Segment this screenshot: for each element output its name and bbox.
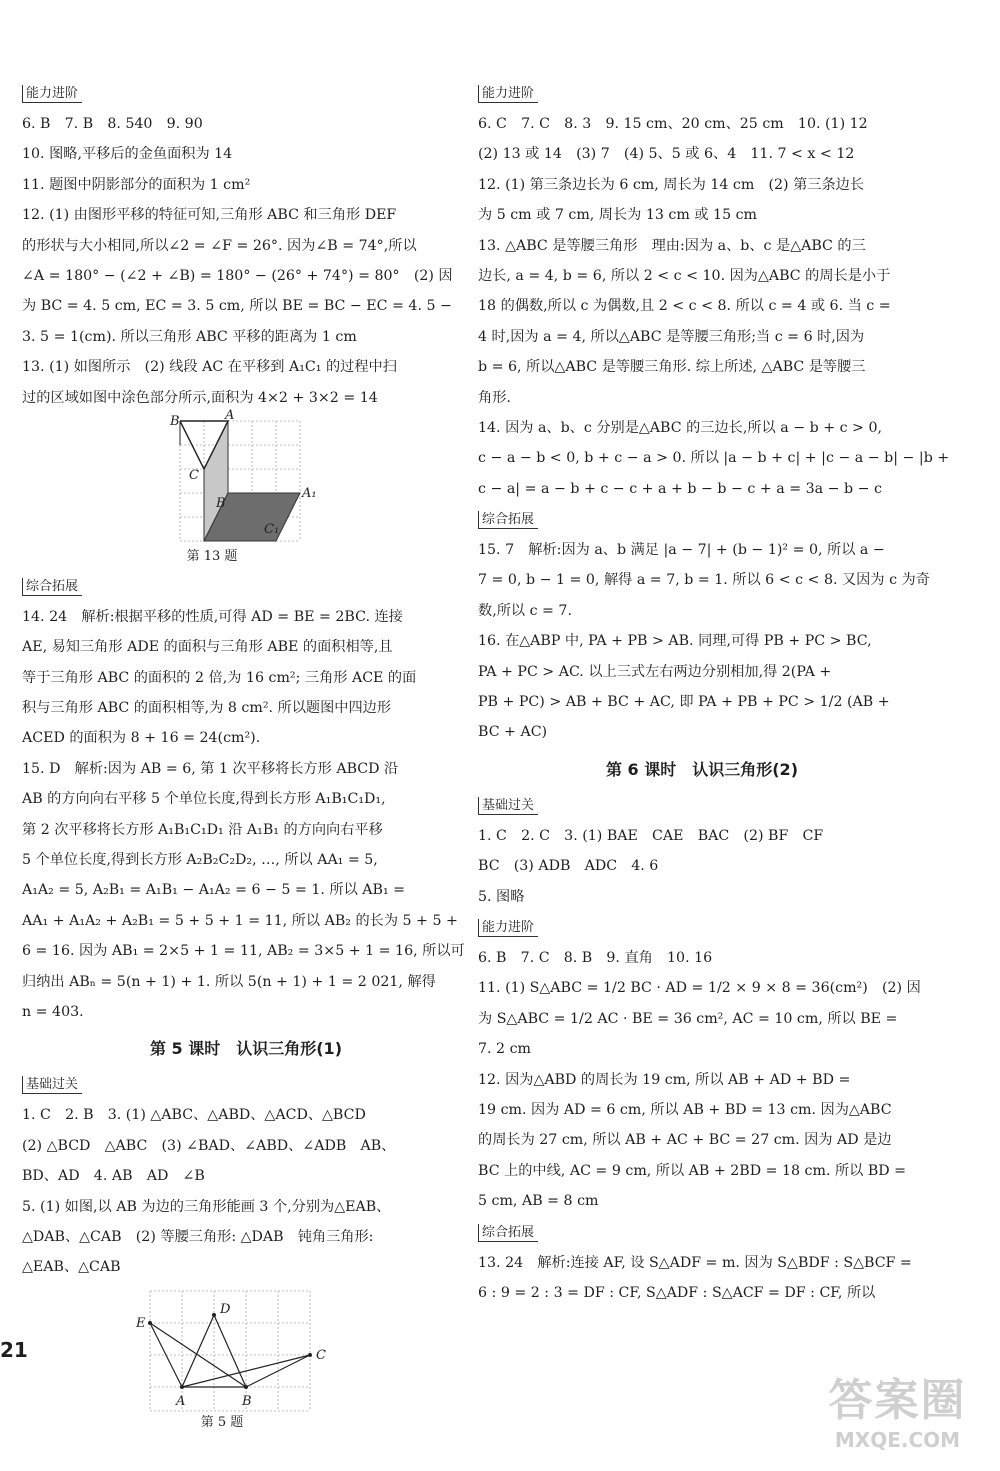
text-line: (2) 13 或 14 (3) 7 (4) 5、5 或 6、4 11. 7 < x < 12 (478, 146, 855, 163)
section-header: 能力进阶 (478, 85, 538, 103)
text-line: 13. △ABC 是等腰三角形 理由:因为 a、b、c 是△ABC 的三 (478, 237, 866, 254)
section-header-row (478, 78, 926, 109)
watermark (810, 1375, 985, 1465)
text-line: 5. (1) 如图,以 AB 为边的三角形能画 3 个,分别为△EAB、 (22, 1198, 391, 1215)
text-line: BC + AC) (478, 724, 548, 741)
figure-13-label-c1: C₁ (264, 521, 280, 537)
figure-13-label-a1: A₁ (302, 485, 317, 501)
figure-5-label-b: B (242, 1393, 252, 1409)
text-line: 7 = 0, b − 1 = 0, 解得 a = 7, b = 1. 所以 6 < c < 8. 又因为 c 为奇 (478, 572, 930, 589)
text-line: 18 的偶数,所以 c 为偶数,且 2 < c < 8. 所以 c = 4 或 6. 当 c = (478, 298, 891, 315)
text-line: 为 5 cm 或 7 cm, 周长为 13 cm 或 15 cm (478, 207, 757, 224)
text-line: 6 : 9 = 2 : 3 = DF : CF, S△ADF : S△ACF = DF : CF, 所以 (478, 1284, 876, 1301)
figure-13-label-a: A (225, 407, 235, 423)
text-line: 1. C 2. B 3. (1) △ABC、△ABD、△ACD、△BCD (22, 1107, 366, 1124)
left-column (22, 78, 470, 1436)
text-line: 第 2 次平移将长方形 A₁B₁C₁D₁ 沿 A₁B₁ 的方向向右平移 (22, 821, 383, 838)
text-line: AB 的方向向右平移 5 个单位长度,得到长方形 A₁B₁C₁D₁, (22, 791, 386, 808)
text-line: 角形. (478, 389, 511, 406)
section-header: 基础过关 (22, 1076, 82, 1094)
left-text-block-a (22, 78, 470, 413)
text-line: PA + PC > AC. 以上三式左右两边分别相加,得 2(PA + (478, 663, 832, 680)
watermark-url: MXQE.COM (834, 1428, 961, 1452)
text-line: △DAB、△CAB (2) 等腰三角形: △DAB 钝角三角形: (22, 1228, 374, 1245)
text-line: 6. B 7. C 8. B 9. 直角 10. 16 (478, 949, 713, 966)
text-line: 为 BC = 4. 5 cm, EC = 3. 5 cm, 所以 BE = BC − EC = 4. 5 − (22, 298, 452, 315)
text-line: 过的区域如图中涂色部分所示,面积为 4×2 + 3×2 = 14 (22, 389, 378, 406)
text-line: BD、AD 4. AB AD ∠B (22, 1168, 205, 1185)
text-line: BC (3) ADB ADC 4. 6 (478, 858, 659, 875)
text-line: 11. 题图中阴影部分的面积为 1 cm² (22, 176, 251, 193)
section-header: 基础过关 (478, 797, 538, 815)
text-line: 14. 因为 a、b、c 分别是△ABC 的三边长,所以 a − b + c > 0, (478, 419, 882, 436)
text-line: 3. 5 = 1(cm). 所以三角形 ABC 平移的距离为 1 cm (22, 328, 357, 345)
text-line: 5 cm, AB = 8 cm (478, 1193, 599, 1210)
figure-13-label-b: B (170, 413, 180, 429)
text-line: c − a| = a − b + c − c + a + b − b − c + a = 3a − b − c (478, 480, 882, 497)
text-line: A₁A₂ = 5, A₂B₁ = A₁B₁ − A₁A₂ = 6 − 5 = 1. 所以 AB₁ = (22, 882, 406, 899)
text-line: 19 cm. 因为 AD = 6 cm, 所以 AB + BD = 13 cm. 因为△ABC (478, 1101, 892, 1118)
text-line: 的周长为 27 cm, 所以 AB + AC + BC = 27 cm. 因为 AD 是边 (478, 1132, 892, 1149)
text-line: 12. 因为△ABD 的周长为 19 cm, 所以 AB + AD + BD = (478, 1071, 851, 1088)
text-line: 12. (1) 第三条边长为 6 cm, 周长为 14 cm (2) 第三条边长 (478, 176, 865, 193)
text-line: 10. 图略,平移后的金鱼面积为 14 (22, 146, 233, 163)
section-header-row (478, 1217, 926, 1248)
text-line: 5 个单位长度,得到长方形 A₂B₂C₂D₂, …, 所以 AA₁ = 5, (22, 852, 378, 869)
section-header-row (22, 1069, 470, 1100)
left-text-block-b (22, 571, 470, 1283)
text-line: 1. C 2. C 3. (1) BAE CAE BAC (2) BF CF (478, 827, 824, 844)
section-header: 综合拓展 (478, 511, 538, 529)
lesson-title: 第 5 课时 认识三角形(1) (149, 1039, 343, 1059)
text-line: (2) △BCD △ABC (3) ∠BAD、∠ABD、∠ADB AB、 (22, 1137, 396, 1154)
text-line: 5. 图略 (478, 888, 525, 905)
section-header: 能力进阶 (478, 919, 538, 937)
text-line: 15. D 解析:因为 AB = 6, 第 1 次平移将长方形 ABCD 沿 (22, 760, 399, 777)
section-header: 能力进阶 (22, 85, 82, 103)
text-line: △EAB、△CAB (22, 1259, 121, 1276)
text-line: b = 6, 所以△ABC 是等腰三角形. 综上所述, △ABC 是等腰三 (478, 359, 866, 376)
text-line: 14. 24 解析:根据平移的性质,可得 AD = BE = 2BC. 连接 (22, 608, 403, 625)
text-line: AA₁ + A₁A₂ + A₂B₁ = 5 + 5 + 1 = 11, 所以 AB₂ 的长为 5 + 5 + (22, 912, 458, 929)
text-line: AE, 易知三角形 ADE 的面积与三角形 ABE 的面积相等,且 (22, 639, 393, 656)
text-line: n = 403. (22, 1003, 84, 1020)
text-line: 为 S△ABC = 1/2 AC · BE = 36 cm², AC = 10 cm, 所以 BE = (478, 1010, 898, 1027)
section-header-row (22, 78, 470, 109)
text-line: 12. (1) 由图形平移的特征可知,三角形 ABC 和三角形 DEF (22, 207, 397, 224)
figure-13-label-c: C (189, 467, 199, 483)
lesson-title: 第 6 课时 认识三角形(2) (605, 759, 799, 779)
text-line: c − a − b < 0, b + c − a > 0. 所以 |a − b + c| + |c − a − b| − |b + (478, 450, 950, 467)
figure-5 (22, 1287, 470, 1432)
text-line: 积与三角形 ABC 的面积相等,为 8 cm². 所以题图中四边形 (22, 700, 392, 717)
section-header-row (22, 571, 470, 602)
text-line: PB + PC) > AB + BC + AC, 即 PA + PB + PC > 1/2 (AB + (478, 694, 890, 711)
text-line: 15. 7 解析:因为 a、b 满足 |a − 7| + (b − 1)² = 0, 所以 a − (478, 542, 885, 559)
figure-5-triangles (150, 1315, 310, 1387)
text-line: 11. (1) S△ABC = 1/2 BC · AD = 1/2 × 9 × 8 = 36(cm²) (2) 因 (478, 980, 921, 997)
figure-13-diagram (22, 407, 470, 549)
section-header: 综合拓展 (478, 1224, 538, 1242)
figure-5-label-c: C (316, 1347, 326, 1363)
text-line: 6. B 7. B 8. 540 9. 90 (22, 116, 203, 132)
text-line: 的形状与大小相同,所以∠2 = ∠F = 26°. 因为∠B = 74°,所以 (22, 237, 417, 254)
figure-13-label-b1: B (216, 495, 226, 511)
figure-5-label-e: E (136, 1315, 146, 1331)
text-line: BC 上的中线, AC = 9 cm, 所以 AB + 2BD = 18 cm. 所以 BD = (478, 1162, 907, 1179)
text-line: 16. 在△ABP 中, PA + PB > AB. 同理,可得 PB + PC > BC, (478, 633, 872, 650)
text-line: 13. 24 解析:连接 AF, 设 S△ADF = m. 因为 S△BDF : S△BCF = (478, 1254, 912, 1271)
figure-5-label-d: D (220, 1301, 231, 1317)
section-header-row (478, 504, 926, 535)
text-line: 13. (1) 如图所示 (2) 线段 AC 在平移到 A₁C₁ 的过程中扫 (22, 359, 397, 376)
text-line: 边长, a = 4, b = 6, 所以 2 < c < 10. 因为△ABC 的周长是小于 (478, 267, 891, 284)
figure-13-caption: 第 13 题 (186, 548, 238, 564)
text-line: 归纳出 ABₙ = 5(n + 1) + 1. 所以 5(n + 1) + 1 = 2 021, 解得 (22, 973, 436, 990)
text-line: 等于三角形 ABC 的面积的 2 倍,为 16 cm²; 三角形 ACE 的面 (22, 669, 417, 686)
text-line: 7. 2 cm (478, 1041, 531, 1058)
figure-13 (22, 407, 470, 567)
text-line: 数,所以 c = 7. (478, 602, 572, 619)
text-line: 4 时,因为 a = 4, 所以△ABC 是等腰三角形;当 c = 6 时,因为 (478, 328, 865, 345)
text-line: 6 = 16. 因为 AB₁ = 2×5 + 1 = 11, AB₂ = 3×5 + 1 = 16, 所以可 (22, 943, 465, 960)
text-line: ∠A = 180° − (∠2 + ∠B) = 180° − (26° + 74°) = 80° (2) 因 (22, 267, 453, 284)
text-line: 6. C 7. C 8. 3 9. 15 cm、20 cm、25 cm 10. (1) 12 (478, 116, 868, 132)
section-header-row (478, 790, 926, 821)
right-text-block (478, 78, 950, 1308)
page-number: 21 (0, 1338, 28, 1362)
figure-5-diagram (22, 1287, 470, 1415)
text-line: ACED 的面积为 8 + 16 = 24(cm²). (22, 730, 261, 747)
watermark-logo: 答案圈 (828, 1375, 967, 1426)
figure-5-caption: 第 5 题 (200, 1414, 244, 1430)
section-header-row (478, 912, 926, 943)
right-column (478, 78, 950, 1308)
figure-5-label-a: A (176, 1393, 186, 1409)
section-header: 综合拓展 (22, 578, 82, 596)
